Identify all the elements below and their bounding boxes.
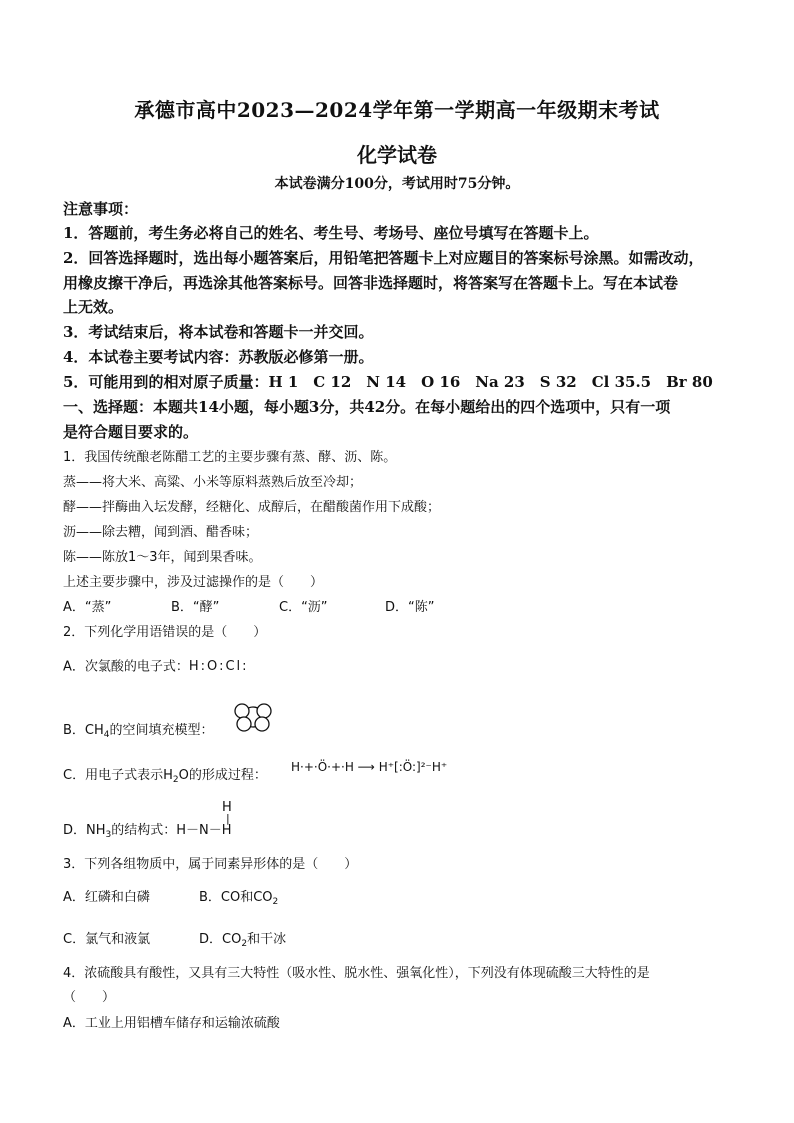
page-subtitle: 化学试卷 bbox=[357, 143, 437, 167]
q1-options bbox=[63, 597, 434, 619]
ammonia-bond-vertical: | bbox=[226, 812, 230, 825]
q1-line-1: 蒸——将大米、高粱、小米等原料蒸熟后放至冷却； bbox=[63, 475, 363, 490]
q1-line-3: 沥——除去糟，闻到酒、醋香味； bbox=[63, 525, 259, 540]
q4-option-a: A．工业上用铝槽车储存和运输浓硫酸 bbox=[63, 1016, 280, 1031]
q1-line-4: 陈——陈放1～3年，闻到果香味。 bbox=[63, 550, 262, 565]
q2-option-a-label: A．次氯酸的电子式： bbox=[63, 659, 189, 675]
q1-option-d: D．“陈” bbox=[385, 600, 435, 615]
q1-option-b: B．“酵” bbox=[171, 600, 220, 615]
q1-ask: 上述主要步骤中，涉及过滤操作的是（ ） bbox=[63, 575, 324, 590]
q3-option-d-sub: 2 bbox=[241, 939, 248, 949]
note-2a: 2．回答选择题时，选出每小题答案后，用铅笔把答题卡上对应题目的答案标号涂黑。如需改动， bbox=[63, 249, 704, 267]
q2-option-b-sub: 4 bbox=[103, 730, 110, 740]
exam-meta: 本试卷满分100分，考试用时75分钟。 bbox=[274, 176, 520, 192]
page-title: 承德市高中2023—2024学年第一学期高一年级期末考试 bbox=[134, 98, 660, 122]
note-2c: 上无效。 bbox=[63, 298, 124, 316]
q2-option-d-sub: 3 bbox=[105, 830, 112, 840]
q4-stem-a: 4．浓硫酸具有酸性，又具有三大特性（吸水性、脱水性、强氧化性），下列没有体现硫酸三大特性的是 bbox=[63, 966, 650, 981]
methane-space-filling-model bbox=[232, 700, 274, 734]
q3-option-d-pre: D．CO bbox=[199, 932, 242, 947]
q1-stem: 1．我国传统酿老陈醋工艺的主要步骤有蒸、酵、沥、陈。 bbox=[63, 450, 397, 465]
note-3: 3．考试结束后，将本试卷和答题卡一并交回。 bbox=[63, 323, 374, 341]
note-4: 4．本试卷主要考试内容：苏教版必修第一册。 bbox=[63, 348, 374, 366]
q2-option-b-pre: B．CH bbox=[63, 723, 104, 738]
q3-option-d-post: 和干冰 bbox=[247, 932, 287, 947]
q2-option-d bbox=[63, 820, 232, 846]
q3-option-a: A．红磷和白磷 bbox=[63, 890, 150, 905]
q2-option-c-sub: 2 bbox=[172, 775, 179, 785]
q4-stem-b: （ ） bbox=[63, 990, 116, 1005]
q2-option-c bbox=[63, 765, 267, 791]
q3-stem: 3．下列各组物质中，属于同素异形体的是（ ） bbox=[63, 857, 358, 872]
note-5: 5．可能用到的相对原子质量：H 1 C 12 N 14 O 16 Na 23 S 32 Cl 35.5 Br 80 bbox=[63, 373, 713, 391]
q2-option-b bbox=[63, 720, 214, 746]
note-2b: 用橡皮擦干净后，再选涂其他答案标号。回答非选择题时，将答案写在答题卡上。写在本试卷 bbox=[63, 274, 679, 292]
q2-option-c-post: O的形成过程： bbox=[178, 768, 267, 783]
notes-heading: 注意事项： bbox=[63, 200, 139, 218]
q1-option-a: A．“蒸” bbox=[63, 600, 112, 615]
q3-option-b-sub: 2 bbox=[272, 897, 279, 907]
q3-options-cd bbox=[63, 929, 286, 955]
section-heading-a: 一、选择题：本题共14小题，每小题3分，共42分。在每小题给出的四个选项中，只有一项 bbox=[63, 398, 671, 416]
water-formation-process: H·+·Ö·+·H ⟶ H⁺[:Ö:]²⁻H⁺ bbox=[291, 760, 448, 774]
q3-options-ab bbox=[63, 887, 278, 913]
q2-option-c-pre: C．用电子式表示H bbox=[63, 768, 173, 783]
note-1: 1．答题前，考生务必将自己的姓名、考生号、考场号、座位号填写在答题卡上。 bbox=[63, 224, 599, 242]
hypochlorous-electron-formula: H:O:Cl: bbox=[188, 659, 249, 674]
q2-option-d-pre: D．NH bbox=[63, 823, 106, 838]
q2-stem: 2．下列化学用语错误的是（ ） bbox=[63, 625, 267, 640]
q1-line-2: 酵——拌酶曲入坛发酵，经糖化、成醇后，在醋酸菌作用下成酸； bbox=[63, 500, 441, 515]
q2-option-d-post: 的结构式：H－N－H bbox=[111, 823, 232, 838]
q3-option-c: C．氯气和液氯 bbox=[63, 932, 151, 947]
q2-option-b-post: 的空间填充模型： bbox=[109, 723, 214, 738]
section-heading-b: 是符合题目要求的。 bbox=[63, 423, 199, 441]
ammonia-top-h: H bbox=[222, 800, 232, 815]
q3-option-b-pre: B．CO和CO bbox=[199, 890, 273, 905]
q1-option-c: C．“沥” bbox=[279, 600, 328, 615]
q2-option-a bbox=[63, 656, 249, 679]
